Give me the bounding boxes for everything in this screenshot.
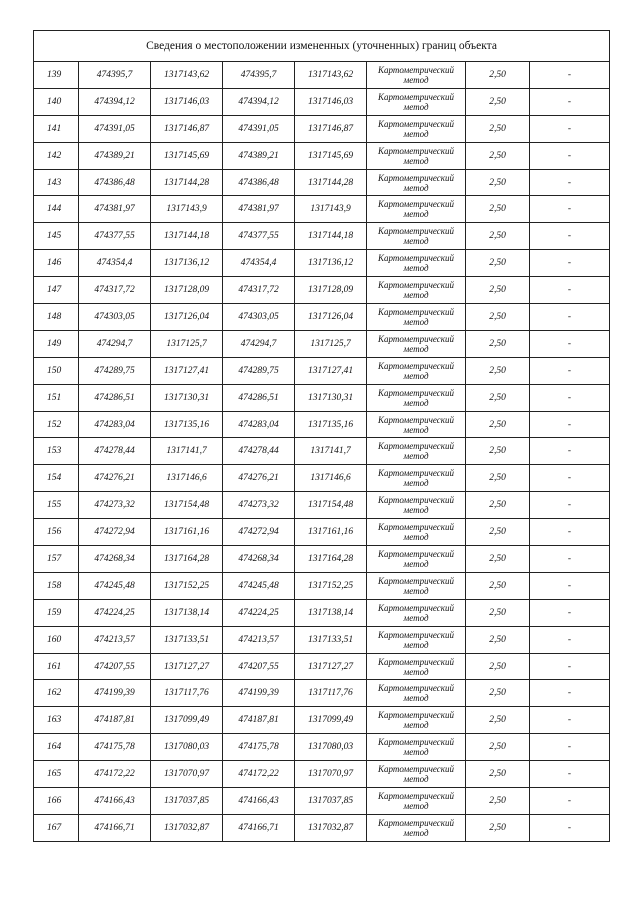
refined-x-cell: 474381,97	[223, 196, 295, 223]
accuracy-cell: 2,50	[466, 88, 530, 115]
method-cell: Картометрический метод	[367, 277, 466, 304]
method-cell: Картометрический метод	[367, 761, 466, 788]
note-cell: -	[530, 330, 610, 357]
table-row	[34, 519, 610, 546]
table-row	[34, 680, 610, 707]
accuracy-cell: 2,50	[466, 411, 530, 438]
method-cell: Картометрический метод	[367, 572, 466, 599]
accuracy-cell: 2,50	[466, 734, 530, 761]
refined-x-cell: 474278,44	[223, 438, 295, 465]
refined-y-cell: 1317161,16	[295, 519, 367, 546]
refined-x-cell: 474286,51	[223, 384, 295, 411]
accuracy-cell: 2,50	[466, 707, 530, 734]
accuracy-cell: 2,50	[466, 115, 530, 142]
existing-y-cell: 1317136,12	[151, 250, 223, 277]
method-cell: Картометрический метод	[367, 734, 466, 761]
table-row	[34, 330, 610, 357]
existing-x-cell: 474166,43	[79, 788, 151, 815]
method-cell: Картометрический метод	[367, 626, 466, 653]
accuracy-cell: 2,50	[466, 599, 530, 626]
existing-y-cell: 1317080,03	[151, 734, 223, 761]
existing-y-cell: 1317146,03	[151, 88, 223, 115]
note-cell: -	[530, 546, 610, 573]
refined-y-cell: 1317136,12	[295, 250, 367, 277]
existing-y-cell: 1317143,62	[151, 62, 223, 89]
refined-y-cell: 1317099,49	[295, 707, 367, 734]
refined-x-cell: 474166,43	[223, 788, 295, 815]
existing-y-cell: 1317127,41	[151, 357, 223, 384]
note-cell: -	[530, 465, 610, 492]
existing-x-cell: 474354,4	[79, 250, 151, 277]
refined-x-cell: 474289,75	[223, 357, 295, 384]
refined-y-cell: 1317144,28	[295, 169, 367, 196]
existing-x-cell: 474377,55	[79, 223, 151, 250]
refined-y-cell: 1317126,04	[295, 304, 367, 331]
refined-y-cell: 1317146,6	[295, 465, 367, 492]
existing-x-cell: 474395,7	[79, 62, 151, 89]
accuracy-cell: 2,50	[466, 653, 530, 680]
note-cell: -	[530, 88, 610, 115]
existing-x-cell: 474294,7	[79, 330, 151, 357]
accuracy-cell: 2,50	[466, 142, 530, 169]
refined-x-cell: 474294,7	[223, 330, 295, 357]
table-row	[34, 277, 610, 304]
accuracy-cell: 2,50	[466, 519, 530, 546]
note-cell: -	[530, 115, 610, 142]
refined-x-cell: 474273,32	[223, 492, 295, 519]
method-cell: Картометрический метод	[367, 169, 466, 196]
refined-y-cell: 1317133,51	[295, 626, 367, 653]
table-row	[34, 115, 610, 142]
point-number-cell: 147	[34, 277, 79, 304]
refined-x-cell: 474389,21	[223, 142, 295, 169]
accuracy-cell: 2,50	[466, 277, 530, 304]
note-cell: -	[530, 572, 610, 599]
note-cell: -	[530, 519, 610, 546]
point-number-cell: 140	[34, 88, 79, 115]
existing-x-cell: 474303,05	[79, 304, 151, 331]
refined-x-cell: 474166,71	[223, 814, 295, 841]
accuracy-cell: 2,50	[466, 62, 530, 89]
refined-y-cell: 1317143,62	[295, 62, 367, 89]
point-number-cell: 142	[34, 142, 79, 169]
existing-x-cell: 474273,32	[79, 492, 151, 519]
table-row	[34, 814, 610, 841]
refined-y-cell: 1317080,03	[295, 734, 367, 761]
method-cell: Картометрический метод	[367, 707, 466, 734]
point-number-cell: 148	[34, 304, 79, 331]
method-cell: Картометрический метод	[367, 88, 466, 115]
table-row	[34, 411, 610, 438]
existing-x-cell: 474394,12	[79, 88, 151, 115]
accuracy-cell: 2,50	[466, 492, 530, 519]
existing-x-cell: 474175,78	[79, 734, 151, 761]
refined-y-cell: 1317152,25	[295, 572, 367, 599]
refined-x-cell: 474391,05	[223, 115, 295, 142]
table-row	[34, 761, 610, 788]
method-cell: Картометрический метод	[367, 680, 466, 707]
existing-y-cell: 1317126,04	[151, 304, 223, 331]
existing-x-cell: 474172,22	[79, 761, 151, 788]
existing-x-cell: 474272,94	[79, 519, 151, 546]
refined-x-cell: 474317,72	[223, 277, 295, 304]
refined-x-cell: 474303,05	[223, 304, 295, 331]
existing-y-cell: 1317164,28	[151, 546, 223, 573]
method-cell: Картометрический метод	[367, 330, 466, 357]
refined-x-cell: 474268,34	[223, 546, 295, 573]
refined-x-cell: 474187,81	[223, 707, 295, 734]
method-cell: Картометрический метод	[367, 438, 466, 465]
method-cell: Картометрический метод	[367, 814, 466, 841]
refined-y-cell: 1317127,27	[295, 653, 367, 680]
table-row	[34, 707, 610, 734]
existing-x-cell: 474381,97	[79, 196, 151, 223]
point-number-cell: 165	[34, 761, 79, 788]
method-cell: Картометрический метод	[367, 142, 466, 169]
point-number-cell: 151	[34, 384, 79, 411]
existing-y-cell: 1317037,85	[151, 788, 223, 815]
refined-x-cell: 474175,78	[223, 734, 295, 761]
note-cell: -	[530, 734, 610, 761]
accuracy-cell: 2,50	[466, 546, 530, 573]
note-cell: -	[530, 62, 610, 89]
method-cell: Картометрический метод	[367, 62, 466, 89]
note-cell: -	[530, 653, 610, 680]
refined-y-cell: 1317127,41	[295, 357, 367, 384]
existing-x-cell: 474286,51	[79, 384, 151, 411]
refined-x-cell: 474377,55	[223, 223, 295, 250]
refined-x-cell: 474395,7	[223, 62, 295, 89]
table-title: Сведения о местоположении измененных (уточненных) границ объекта	[34, 31, 610, 62]
refined-y-cell: 1317032,87	[295, 814, 367, 841]
refined-y-cell: 1317070,97	[295, 761, 367, 788]
refined-y-cell: 1317146,87	[295, 115, 367, 142]
point-number-cell: 162	[34, 680, 79, 707]
table-row	[34, 384, 610, 411]
table-row	[34, 788, 610, 815]
accuracy-cell: 2,50	[466, 250, 530, 277]
refined-x-cell: 474276,21	[223, 465, 295, 492]
accuracy-cell: 2,50	[466, 223, 530, 250]
note-cell: -	[530, 304, 610, 331]
method-cell: Картометрический метод	[367, 384, 466, 411]
table-row	[34, 304, 610, 331]
method-cell: Картометрический метод	[367, 519, 466, 546]
existing-x-cell: 474276,21	[79, 465, 151, 492]
point-number-cell: 166	[34, 788, 79, 815]
accuracy-cell: 2,50	[466, 465, 530, 492]
method-cell: Картометрический метод	[367, 223, 466, 250]
table-row	[34, 88, 610, 115]
point-number-cell: 143	[34, 169, 79, 196]
note-cell: -	[530, 223, 610, 250]
refined-x-cell: 474272,94	[223, 519, 295, 546]
note-cell: -	[530, 357, 610, 384]
accuracy-cell: 2,50	[466, 572, 530, 599]
table-row	[34, 438, 610, 465]
method-cell: Картометрический метод	[367, 304, 466, 331]
note-cell: -	[530, 680, 610, 707]
refined-y-cell: 1317145,69	[295, 142, 367, 169]
note-cell: -	[530, 626, 610, 653]
refined-y-cell: 1317144,18	[295, 223, 367, 250]
refined-x-cell: 474394,12	[223, 88, 295, 115]
point-number-cell: 144	[34, 196, 79, 223]
existing-y-cell: 1317143,9	[151, 196, 223, 223]
existing-y-cell: 1317144,18	[151, 223, 223, 250]
existing-x-cell: 474389,21	[79, 142, 151, 169]
accuracy-cell: 2,50	[466, 169, 530, 196]
existing-y-cell: 1317146,6	[151, 465, 223, 492]
table-row	[34, 546, 610, 573]
method-cell: Картометрический метод	[367, 546, 466, 573]
note-cell: -	[530, 384, 610, 411]
refined-y-cell: 1317164,28	[295, 546, 367, 573]
point-number-cell: 152	[34, 411, 79, 438]
existing-x-cell: 474283,04	[79, 411, 151, 438]
method-cell: Картометрический метод	[367, 115, 466, 142]
refined-x-cell: 474354,4	[223, 250, 295, 277]
accuracy-cell: 2,50	[466, 196, 530, 223]
table-row	[34, 169, 610, 196]
note-cell: -	[530, 761, 610, 788]
existing-y-cell: 1317133,51	[151, 626, 223, 653]
accuracy-cell: 2,50	[466, 626, 530, 653]
point-number-cell: 161	[34, 653, 79, 680]
existing-y-cell: 1317070,97	[151, 761, 223, 788]
point-number-cell: 153	[34, 438, 79, 465]
refined-x-cell: 474213,57	[223, 626, 295, 653]
point-number-cell: 164	[34, 734, 79, 761]
existing-y-cell: 1317154,48	[151, 492, 223, 519]
existing-x-cell: 474289,75	[79, 357, 151, 384]
note-cell: -	[530, 599, 610, 626]
note-cell: -	[530, 169, 610, 196]
existing-y-cell: 1317141,7	[151, 438, 223, 465]
point-number-cell: 160	[34, 626, 79, 653]
point-number-cell: 141	[34, 115, 79, 142]
accuracy-cell: 2,50	[466, 304, 530, 331]
note-cell: -	[530, 250, 610, 277]
table-row	[34, 465, 610, 492]
table-row	[34, 223, 610, 250]
method-cell: Картометрический метод	[367, 788, 466, 815]
refined-y-cell: 1317128,09	[295, 277, 367, 304]
existing-y-cell: 1317130,31	[151, 384, 223, 411]
method-cell: Картометрический метод	[367, 653, 466, 680]
table-row	[34, 196, 610, 223]
table-row	[34, 142, 610, 169]
table-row	[34, 653, 610, 680]
method-cell: Картометрический метод	[367, 250, 466, 277]
existing-y-cell: 1317145,69	[151, 142, 223, 169]
refined-y-cell: 1317037,85	[295, 788, 367, 815]
table-row	[34, 626, 610, 653]
refined-y-cell: 1317117,76	[295, 680, 367, 707]
note-cell: -	[530, 196, 610, 223]
method-cell: Картометрический метод	[367, 411, 466, 438]
existing-x-cell: 474268,34	[79, 546, 151, 573]
table-row	[34, 357, 610, 384]
existing-y-cell: 1317144,28	[151, 169, 223, 196]
refined-y-cell: 1317135,16	[295, 411, 367, 438]
refined-y-cell: 1317146,03	[295, 88, 367, 115]
refined-x-cell: 474283,04	[223, 411, 295, 438]
refined-x-cell: 474172,22	[223, 761, 295, 788]
existing-x-cell: 474213,57	[79, 626, 151, 653]
point-number-cell: 139	[34, 62, 79, 89]
existing-y-cell: 1317152,25	[151, 572, 223, 599]
note-cell: -	[530, 707, 610, 734]
refined-x-cell: 474245,48	[223, 572, 295, 599]
point-number-cell: 146	[34, 250, 79, 277]
point-number-cell: 155	[34, 492, 79, 519]
existing-x-cell: 474207,55	[79, 653, 151, 680]
point-number-cell: 149	[34, 330, 79, 357]
table-row	[34, 734, 610, 761]
existing-y-cell: 1317117,76	[151, 680, 223, 707]
table-header-row	[34, 31, 610, 62]
existing-y-cell: 1317135,16	[151, 411, 223, 438]
refined-y-cell: 1317143,9	[295, 196, 367, 223]
existing-y-cell: 1317125,7	[151, 330, 223, 357]
method-cell: Картометрический метод	[367, 196, 466, 223]
accuracy-cell: 2,50	[466, 814, 530, 841]
existing-y-cell: 1317032,87	[151, 814, 223, 841]
existing-x-cell: 474166,71	[79, 814, 151, 841]
accuracy-cell: 2,50	[466, 788, 530, 815]
existing-x-cell: 474278,44	[79, 438, 151, 465]
refined-x-cell: 474224,25	[223, 599, 295, 626]
accuracy-cell: 2,50	[466, 438, 530, 465]
point-number-cell: 154	[34, 465, 79, 492]
point-number-cell: 156	[34, 519, 79, 546]
accuracy-cell: 2,50	[466, 761, 530, 788]
point-number-cell: 158	[34, 572, 79, 599]
existing-x-cell: 474224,25	[79, 599, 151, 626]
refined-y-cell: 1317125,7	[295, 330, 367, 357]
existing-y-cell: 1317138,14	[151, 599, 223, 626]
existing-x-cell: 474386,48	[79, 169, 151, 196]
existing-x-cell: 474391,05	[79, 115, 151, 142]
point-number-cell: 163	[34, 707, 79, 734]
accuracy-cell: 2,50	[466, 680, 530, 707]
existing-y-cell: 1317146,87	[151, 115, 223, 142]
refined-y-cell: 1317138,14	[295, 599, 367, 626]
point-number-cell: 159	[34, 599, 79, 626]
point-number-cell: 157	[34, 546, 79, 573]
refined-x-cell: 474199,39	[223, 680, 295, 707]
note-cell: -	[530, 814, 610, 841]
existing-x-cell: 474317,72	[79, 277, 151, 304]
point-number-cell: 167	[34, 814, 79, 841]
note-cell: -	[530, 277, 610, 304]
note-cell: -	[530, 788, 610, 815]
refined-y-cell: 1317130,31	[295, 384, 367, 411]
note-cell: -	[530, 492, 610, 519]
accuracy-cell: 2,50	[466, 384, 530, 411]
note-cell: -	[530, 438, 610, 465]
existing-y-cell: 1317161,16	[151, 519, 223, 546]
point-number-cell: 145	[34, 223, 79, 250]
refined-x-cell: 474207,55	[223, 653, 295, 680]
boundary-coordinates-table	[33, 30, 610, 842]
method-cell: Картометрический метод	[367, 465, 466, 492]
refined-y-cell: 1317154,48	[295, 492, 367, 519]
method-cell: Картометрический метод	[367, 492, 466, 519]
accuracy-cell: 2,50	[466, 357, 530, 384]
existing-x-cell: 474187,81	[79, 707, 151, 734]
existing-y-cell: 1317127,27	[151, 653, 223, 680]
accuracy-cell: 2,50	[466, 330, 530, 357]
existing-y-cell: 1317128,09	[151, 277, 223, 304]
table-row	[34, 599, 610, 626]
method-cell: Картометрический метод	[367, 357, 466, 384]
existing-x-cell: 474199,39	[79, 680, 151, 707]
table-row	[34, 62, 610, 89]
table-row	[34, 572, 610, 599]
existing-y-cell: 1317099,49	[151, 707, 223, 734]
note-cell: -	[530, 411, 610, 438]
table-row	[34, 492, 610, 519]
refined-y-cell: 1317141,7	[295, 438, 367, 465]
point-number-cell: 150	[34, 357, 79, 384]
table-row	[34, 250, 610, 277]
note-cell: -	[530, 142, 610, 169]
method-cell: Картометрический метод	[367, 599, 466, 626]
refined-x-cell: 474386,48	[223, 169, 295, 196]
existing-x-cell: 474245,48	[79, 572, 151, 599]
